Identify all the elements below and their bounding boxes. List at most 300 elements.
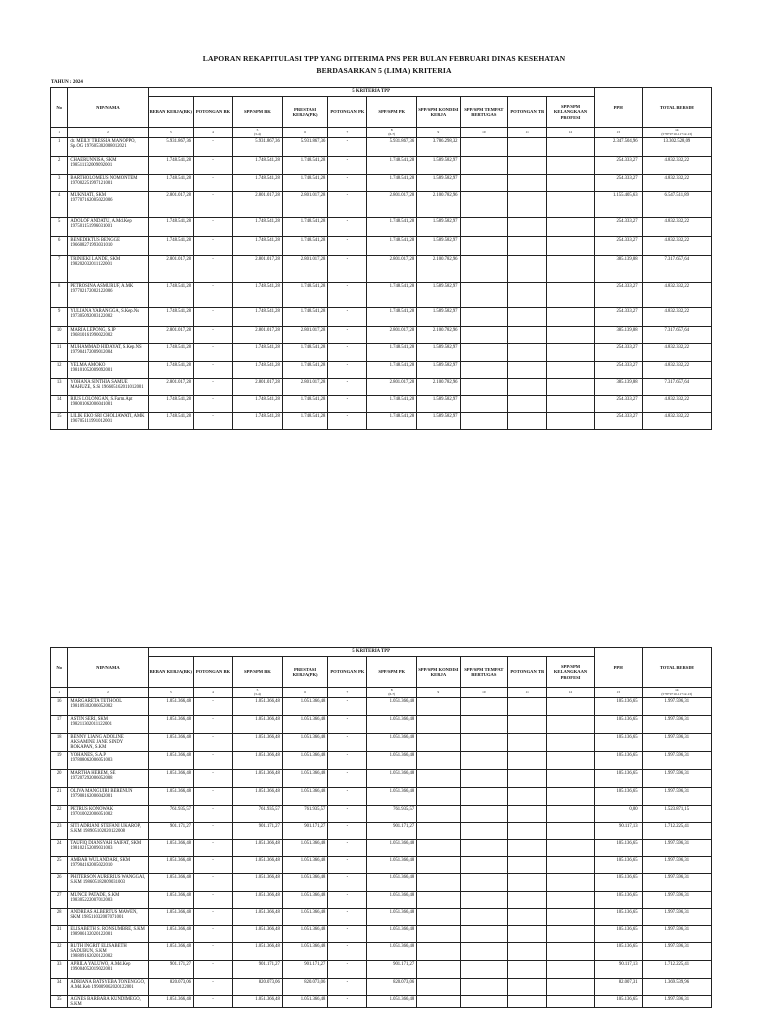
row-number: 18 [51,734,68,752]
prestasi-kerja-value: 2.801.017,28 [282,192,328,218]
spp-kelangkaan-value [547,788,595,806]
prestasi-kerja-value: 901.171,27 [282,961,328,979]
col-prestasi-kerja-header: PRESTASI KERJA(PK) [282,97,328,128]
spp-tempat-value [460,237,508,256]
spp-tempat-value [460,979,508,996]
potongan-tb-value [508,308,547,327]
beban-kerja-value: 1.051.366,48 [148,926,194,943]
spp-kondisi-value [417,943,460,961]
prestasi-kerja-value: 1.051.366,48 [282,892,328,909]
col-spp-tempat-header: SPP/SPM TEMPAT BERTUGAS [460,657,508,688]
beban-kerja-value: 2.801.017,28 [148,192,194,218]
employee-nip-name: YOHANA SINTHIA SAMUE MAHUZE, S.Si 196605162011012001 [68,379,148,396]
total-bersih-value: 4.832.332,22 [642,175,711,192]
beban-kerja-value: 1.051.366,48 [148,788,194,806]
potongan-tb-value [508,909,547,926]
potongan-tb-value [508,283,547,308]
potongan-tb-value [508,979,547,996]
total-bersih-value: 1.997.596,31 [642,996,711,1008]
spp-kondisi-value: 1.589.582,97 [417,362,460,379]
table-row [51,979,712,996]
spp-kondisi-value: 2.100.782,96 [417,256,460,283]
row-number: 25 [51,857,68,874]
spp-kondisi-value [417,734,460,752]
beban-kerja-value: 901.171,27 [148,961,194,979]
col-prestasi-kerja-header: PRESTASI KERJA(PK) [282,657,328,688]
table-row [51,237,712,256]
spp-pk-value: 1.051.366,48 [367,874,417,892]
spp-tempat-value [460,926,508,943]
potongan-tb-value [508,943,547,961]
potongan-tb-value [508,218,547,237]
potongan-pk-value: - [328,788,367,806]
spp-kondisi-value [417,857,460,874]
prestasi-kerja-value: 761.935,57 [282,806,328,823]
potongan-bk-value: - [194,926,233,943]
potongan-tb-value [508,926,547,943]
beban-kerja-value: 1.748.541,28 [148,237,194,256]
employee-nip-name: ASTIN SERI, SKM 198211302011122001 [68,716,148,734]
pph-value: 105.136,65 [594,698,642,716]
potongan-pk-value: - [328,770,367,788]
spp-kelangkaan-value [547,909,595,926]
potongan-pk-value: - [328,823,367,840]
spp-kondisi-value [417,996,460,1008]
tpp-table-page2 [50,647,712,1008]
spp-bk-value: 1.051.366,48 [233,909,283,926]
total-bersih-value: 4.832.332,22 [642,396,711,413]
row-number: 10 [51,327,68,344]
prestasi-kerja-value: 1.748.541,28 [282,362,328,379]
prestasi-kerja-value: 1.051.366,48 [282,788,328,806]
employee-nip-name: PETROSINA ASMURUF, A.MK 197702172002122006 [68,283,148,308]
potongan-tb-value [508,175,547,192]
potongan-pk-value: - [328,716,367,734]
spp-tempat-value [460,344,508,362]
row-number: 19 [51,752,68,770]
employee-nip-name: dr. MEILY TRESSIA MANOPPO, Sp.OG 197605302008012021 [68,138,148,157]
total-bersih-value: 1.997.596,31 [642,926,711,943]
code-cell: 2 [68,128,148,138]
spp-bk-value: 1.051.366,48 [233,892,283,909]
spp-kelangkaan-value [547,698,595,716]
employee-nip-name: ANDREAS ALBERTUS MAWEN, SKM 198511032007071001 [68,909,148,926]
employee-nip-name: YOHANES, S.A.P 197808062006051003 [68,752,148,770]
table-row [51,806,712,823]
row-number: 13 [51,379,68,396]
potongan-bk-value: - [194,379,233,396]
row-number: 26 [51,874,68,892]
employee-nip-name: MARGARETA TETHOOL 198109302006052002 [68,698,148,716]
pph-value: 385.139,88 [594,256,642,283]
total-bersih-value: 4.832.332,22 [642,344,711,362]
row-number: 14 [51,396,68,413]
spp-pk-value: 1.051.366,48 [367,840,417,857]
col-no-header: No [51,648,68,688]
potongan-bk-value: - [194,996,233,1008]
code-cell: 3 [148,128,194,138]
potongan-bk-value: - [194,138,233,157]
potongan-tb-value [508,961,547,979]
row-number: 1 [51,138,68,157]
spp-kelangkaan-value [547,192,595,218]
potongan-bk-value: - [194,157,233,175]
spp-kelangkaan-value [547,716,595,734]
potongan-bk-value: - [194,413,233,430]
row-number: 31 [51,926,68,943]
row-number: 8 [51,283,68,308]
spp-tempat-value [460,379,508,396]
spp-kondisi-value: 1.589.582,97 [417,344,460,362]
beban-kerja-value: 1.051.366,48 [148,909,194,926]
row-number: 35 [51,996,68,1008]
potongan-tb-value [508,788,547,806]
code-cell: 7 [328,688,367,698]
spp-bk-value: 1.051.366,48 [233,788,283,806]
pph-value: 2.347.504,96 [594,138,642,157]
potongan-pk-value: - [328,734,367,752]
spp-kondisi-value [417,823,460,840]
spp-kondisi-value: 2.100.782,96 [417,379,460,396]
prestasi-kerja-value: 1.748.541,28 [282,175,328,192]
total-bersih-value: 4.832.332,22 [642,218,711,237]
spp-kelangkaan-value [547,256,595,283]
col-spp-kelangkaan-header: SPP/SPM KELANGKAAN PROFESI [547,657,595,688]
potongan-bk-value: - [194,961,233,979]
table-row [51,770,712,788]
spp-pk-value: 1.051.366,48 [367,698,417,716]
spp-tempat-value [460,806,508,823]
spp-kondisi-value: 1.589.582,97 [417,283,460,308]
spp-bk-value: 1.051.366,48 [233,734,283,752]
prestasi-kerja-value: 1.051.366,48 [282,698,328,716]
beban-kerja-value: 2.801.017,28 [148,256,194,283]
spp-kondisi-value: 1.589.582,97 [417,237,460,256]
prestasi-kerja-value: 1.748.541,28 [282,308,328,327]
beban-kerja-value: 1.051.366,48 [148,943,194,961]
spp-bk-value: 1.051.366,48 [233,840,283,857]
potongan-pk-value: - [328,698,367,716]
beban-kerja-value: 1.051.366,48 [148,752,194,770]
row-number: 11 [51,344,68,362]
potongan-pk-value: - [328,362,367,379]
spp-tempat-value [460,157,508,175]
potongan-bk-value: - [194,218,233,237]
potongan-pk-value: - [328,874,367,892]
spp-bk-value: 1.051.366,48 [233,716,283,734]
pph-value: 90.117,13 [594,961,642,979]
beban-kerja-value: 761.935,57 [148,806,194,823]
prestasi-kerja-value: 5.931.867,36 [282,138,328,157]
potongan-pk-value: - [328,840,367,857]
table-row [51,283,712,308]
potongan-tb-value [508,327,547,344]
beban-kerja-value: 820.073,06 [148,979,194,996]
spp-kelangkaan-value [547,823,595,840]
potongan-bk-value: - [194,806,233,823]
spp-pk-value: 1.051.366,48 [367,909,417,926]
potongan-pk-value: - [328,979,367,996]
kriteria-header: 5 KRITERIA TPP [148,88,594,97]
potongan-pk-value: - [328,926,367,943]
spp-kondisi-value: 2.100.782,96 [417,192,460,218]
table-row [51,716,712,734]
pph-value: 0,00 [594,806,642,823]
potongan-pk-value: - [328,218,367,237]
spp-kelangkaan-value [547,362,595,379]
potongan-tb-value [508,256,547,283]
spp-pk-value: 1.051.366,48 [367,770,417,788]
spp-tempat-value [460,283,508,308]
code-cell: 10 [460,688,508,698]
spp-bk-value: 1.051.366,48 [233,926,283,943]
col-nip-nama-header: NIP/NAMA [68,648,148,688]
code-cell: 14 (5+8+9+10-11+12-13) [642,688,711,698]
spp-tempat-value [460,308,508,327]
spp-tempat-value [460,413,508,430]
spp-pk-value: 1.051.366,48 [367,892,417,909]
col-spp-kelangkaan-header: SPP/SPM KELANGKAAN PROFESI [547,97,595,128]
code-cell: 1 [51,688,68,698]
spp-kelangkaan-value [547,770,595,788]
spp-pk-value: 1.748.541,28 [367,237,417,256]
beban-kerja-value: 1.051.366,48 [148,716,194,734]
prestasi-kerja-value: 1.748.541,28 [282,283,328,308]
spp-pk-value: 820.073,06 [367,979,417,996]
table-row [51,308,712,327]
spp-kondisi-value [417,806,460,823]
spp-kelangkaan-value [547,396,595,413]
potongan-bk-value: - [194,344,233,362]
potongan-tb-value [508,892,547,909]
spp-kelangkaan-value [547,996,595,1008]
potongan-tb-value [508,138,547,157]
spp-kelangkaan-value [547,979,595,996]
spp-pk-value: 1.748.541,28 [367,157,417,175]
spp-pk-value: 901.171,27 [367,961,417,979]
tahun-label: TAHUN : 2024 [51,80,83,85]
col-potongan-pk-header: POTONGAN PK [328,657,367,688]
pph-value: 254.333,27 [594,157,642,175]
spp-pk-value: 1.051.366,48 [367,788,417,806]
col-potongan-tb-header: POTONGAN TB [508,657,547,688]
potongan-pk-value: - [328,996,367,1008]
employee-nip-name: MUKNIATI, SKM 197707162005022006 [68,192,148,218]
spp-tempat-value [460,192,508,218]
spp-bk-value: 1.748.541,28 [233,396,283,413]
spp-kelangkaan-value [547,327,595,344]
spp-tempat-value [460,909,508,926]
potongan-pk-value: - [328,327,367,344]
pph-value: 105.136,65 [594,716,642,734]
table-row [51,362,712,379]
pph-value: 105.136,65 [594,752,642,770]
potongan-pk-value: - [328,283,367,308]
total-bersih-value: 13.302.528,09 [642,138,711,157]
prestasi-kerja-value: 2.801.017,28 [282,379,328,396]
potongan-tb-value [508,840,547,857]
report-title-line1: LAPORAN REKAPITULASI TPP YANG DITERIMA PNS PER BULAN FEBRUARI DINAS KESEHATAN [202,54,566,63]
table-row [51,157,712,175]
kriteria-header: 5 KRITERIA TPP [148,648,594,657]
code-cell: 12 [547,688,595,698]
potongan-pk-value: - [328,175,367,192]
col-total-bersih-header: TOTAL BERSIH [642,88,711,128]
potongan-tb-value [508,157,547,175]
potongan-bk-value: - [194,283,233,308]
code-cell: 3 [148,688,194,698]
code-cell: 11 [508,688,547,698]
total-bersih-value: 1.523.871,15 [642,806,711,823]
potongan-bk-value: - [194,752,233,770]
spp-kelangkaan-value [547,344,595,362]
spp-tempat-value [460,857,508,874]
spp-tempat-value [460,734,508,752]
prestasi-kerja-value: 1.051.366,48 [282,734,328,752]
pph-value: 254.333,27 [594,237,642,256]
code-cell: 6 [282,688,328,698]
spp-pk-value: 1.051.366,48 [367,996,417,1008]
employee-nip-name: PETRUS KONOWAK 197010022006051002 [68,806,148,823]
prestasi-kerja-value: 1.748.541,28 [282,396,328,413]
spp-kelangkaan-value [547,138,595,157]
spp-bk-value: 901.171,27 [233,961,283,979]
spp-bk-value: 1.748.541,28 [233,344,283,362]
potongan-pk-value: - [328,379,367,396]
potongan-tb-value [508,823,547,840]
employee-nip-name: YULIANA YARANGGA, S.Kep.Ns 197305092003122002 [68,308,148,327]
table-row [51,961,712,979]
row-number: 33 [51,961,68,979]
spp-pk-value: 1.051.366,48 [367,752,417,770]
col-potongan-tb-header: POTONGAN TB [508,97,547,128]
employee-nip-name: MUNCE PATADE, S.KM 198305222007012003 [68,892,148,909]
potongan-tb-value [508,770,547,788]
row-number: 7 [51,256,68,283]
spp-kondisi-value [417,892,460,909]
employee-nip-name: TRINIEKI LANDE, SKM 198202032011122001 [68,256,148,283]
spp-kondisi-value [417,909,460,926]
code-cell: 6 [282,128,328,138]
col-spp-pk-header: SPP/SPM PK [367,97,417,128]
potongan-tb-value [508,874,547,892]
pph-value: 254.333,27 [594,362,642,379]
spp-bk-value: 2.801.017,28 [233,192,283,218]
row-number: 6 [51,237,68,256]
potongan-bk-value: - [194,770,233,788]
beban-kerja-value: 1.051.366,48 [148,996,194,1008]
row-number: 23 [51,823,68,840]
potongan-pk-value: - [328,396,367,413]
potongan-pk-value: - [328,157,367,175]
potongan-bk-value: - [194,788,233,806]
employee-nip-name: TAUFIQ DIANSYAH SAIFAT, SKM 198102152009031003 [68,840,148,857]
table-row [51,734,712,752]
spp-kelangkaan-value [547,413,595,430]
prestasi-kerja-value: 1.051.366,48 [282,770,328,788]
prestasi-kerja-value: 2.801.017,28 [282,327,328,344]
beban-kerja-value: 1.748.541,28 [148,218,194,237]
spp-pk-value: 1.748.541,28 [367,344,417,362]
potongan-bk-value: - [194,698,233,716]
potongan-tb-value [508,237,547,256]
table-row [51,138,712,157]
table-row [51,892,712,909]
potongan-tb-value [508,379,547,396]
table-row [51,327,712,344]
spp-tempat-value [460,138,508,157]
spp-kelangkaan-value [547,892,595,909]
prestasi-kerja-value: 1.051.366,48 [282,857,328,874]
pph-value: 105.136,65 [594,874,642,892]
pph-value: 1.155.405,63 [594,192,642,218]
code-cell: 13 [594,688,642,698]
row-number: 5 [51,218,68,237]
beban-kerja-value: 2.801.017,28 [148,327,194,344]
spp-kondisi-value [417,770,460,788]
employee-nip-name: RIUS LOLONGAN, S.Farm.Apt 198001062006041001 [68,396,148,413]
spp-kelangkaan-value [547,218,595,237]
beban-kerja-value: 1.748.541,28 [148,283,194,308]
spp-bk-value: 1.748.541,28 [233,157,283,175]
potongan-bk-value: - [194,979,233,996]
beban-kerja-value: 5.931.867,36 [148,138,194,157]
spp-kelangkaan-value [547,874,595,892]
beban-kerja-value: 1.051.366,48 [148,892,194,909]
spp-tempat-value [460,256,508,283]
table-row [51,874,712,892]
code-cell: 8 (6-7) [367,128,417,138]
table-row [51,823,712,840]
pph-value: 105.136,65 [594,892,642,909]
total-bersih-value: 7.317.657,64 [642,256,711,283]
spp-tempat-value [460,698,508,716]
employee-nip-name: APRILA YALUWO, A.Md.Kep 199004052019022001 [68,961,148,979]
spp-bk-value: 1.748.541,28 [233,362,283,379]
spp-kelangkaan-value [547,840,595,857]
potongan-tb-value [508,752,547,770]
table-row [51,396,712,413]
spp-bk-value: 1.748.541,28 [233,175,283,192]
pph-value: 254.333,27 [594,283,642,308]
pph-value: 105.136,65 [594,840,642,857]
prestasi-kerja-value: 1.051.366,48 [282,996,328,1008]
employee-nip-name: RUTH INGRIT ELISABETH SADUBUN, S.KM 198809162020122002 [68,943,148,961]
spp-bk-value: 1.051.366,48 [233,996,283,1008]
spp-bk-value: 1.051.366,48 [233,943,283,961]
pph-value: 105.136,65 [594,996,642,1008]
col-potongan-pk-header: POTONGAN PK [328,97,367,128]
total-bersih-value: 7.317.657,64 [642,327,711,344]
potongan-pk-value: - [328,192,367,218]
row-number: 32 [51,943,68,961]
spp-tempat-value [460,961,508,979]
employee-nip-name: BENNY LIANG ADOLINE AKSAMINE JANE SINDY ROKAPAN, S.KM [68,734,148,752]
spp-kondisi-value [417,716,460,734]
table-row [51,256,712,283]
pph-value: 254.333,27 [594,396,642,413]
spp-kondisi-value [417,752,460,770]
prestasi-kerja-value: 1.051.366,48 [282,943,328,961]
spp-kelangkaan-value [547,379,595,396]
spp-pk-value: 1.051.366,48 [367,734,417,752]
prestasi-kerja-value: 1.051.366,48 [282,752,328,770]
beban-kerja-value: 1.748.541,28 [148,175,194,192]
potongan-tb-value [508,734,547,752]
table-row [51,857,712,874]
potongan-bk-value: - [194,256,233,283]
spp-tempat-value [460,752,508,770]
